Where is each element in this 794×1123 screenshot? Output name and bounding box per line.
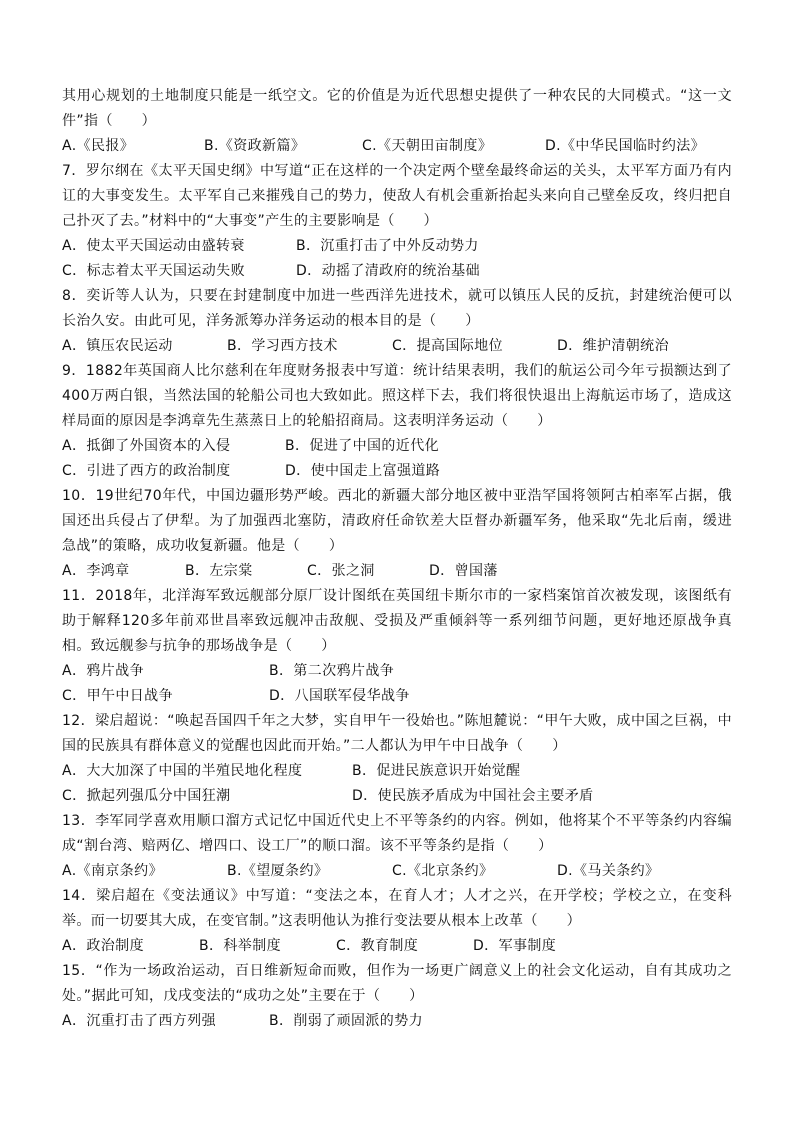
option-d: D．使民族矛盾成为中国社会主要矛盾 bbox=[352, 788, 594, 804]
option-b: B．促进了中国的近代化 bbox=[285, 438, 440, 454]
option-c: C.《天朝田亩制度》 bbox=[362, 138, 493, 154]
question-11-options-row1 bbox=[62, 659, 732, 684]
question-14-stem: 14．梁启超在《变法通议》中写道：“变法之本，在育人才；人才之兴，在开学校；学校之立，在变科举。而一切要其大成，在变官制。”这表明他认为推行变法要从根本上改革（ ） bbox=[62, 888, 732, 929]
option-d: D．使中国走上富强道路 bbox=[285, 463, 441, 479]
option-c: C.《北京条约》 bbox=[392, 863, 494, 879]
option-b: B．科举制度 bbox=[199, 938, 282, 954]
option-d: D．曾国藩 bbox=[429, 563, 498, 579]
question-12-options-row2 bbox=[62, 784, 732, 809]
option-b: B．削弱了顽固派的势力 bbox=[269, 1013, 424, 1029]
question-12-options-row1 bbox=[62, 759, 732, 784]
option-c: C．引进了西方的政治制度 bbox=[62, 463, 231, 479]
option-b: B．沉重打击了中外反动势力 bbox=[296, 238, 479, 254]
question-15-stem: 15．“作为一场政治运动，百日维新短命而败，但作为一场更广阔意义上的社会文化运动，自有其成功之处。”据此可知，戊戌变法的“成功之处”主要在于（ ） bbox=[62, 963, 732, 1004]
question-9-options-row1 bbox=[62, 434, 732, 459]
option-c: C．掀起列强瓜分中国狂潮 bbox=[62, 788, 231, 804]
option-d: D．八国联军侵华战争 bbox=[269, 688, 410, 704]
question-intro-options bbox=[62, 134, 732, 159]
option-b: B.《望厦条约》 bbox=[227, 863, 329, 879]
option-b: B．学习西方技术 bbox=[227, 338, 338, 354]
option-c: C．甲午中日战争 bbox=[62, 688, 173, 704]
question-11-stem: 11．2018年，北洋海军致远舰部分原厂设计图纸在英国纽卡斯尔市的一家档案馆首次被发现，该图纸有助于解释120多年前邓世昌率致远舰冲击敌舰、受损及严重倾斜等一系列细节问题，更好地还原战争真相。致远舰参与抗争的那场战争是（ ） bbox=[62, 588, 732, 654]
option-a: A．大大加深了中国的半殖民地化程度 bbox=[62, 763, 303, 779]
question-10-stem: 10．19世纪70年代，中国边疆形势严峻。西北的新疆大部分地区被中亚浩罕国将领阿古柏率军占据，俄国还出兵侵占了伊犁。为了加强西北塞防，清政府任命钦差大臣督办新疆军务，他采取“先北后南，缓进急战”的策略，成功收复新疆。他是（ ） bbox=[62, 488, 732, 554]
option-a: A．沉重打击了西方列强 bbox=[62, 1013, 216, 1029]
option-a: A．李鸿章 bbox=[62, 563, 130, 579]
question-7-stem: 7．罗尔纲在《太平天国史纲》中写道“正在这样的一个决定两个壁垒最终命运的关头，太平军方面乃有内讧的大事变发生。太平军自己来摧残自己的势力，使敌人有机会重新抬起头来向自己壁垒反攻，终归把自己扑灭了去。”材料中的“大事变”产生的主要影响是（ ） bbox=[62, 163, 732, 229]
question-intro-stem: 其用心规划的土地制度只能是一纸空文。它的价值是为近代思想史提供了一种农民的大同模式。“这一文件”指（ ） bbox=[62, 88, 732, 129]
option-a: A．镇压农民运动 bbox=[62, 338, 173, 354]
question-11-options-row2 bbox=[62, 684, 732, 709]
option-c: C．教育制度 bbox=[336, 938, 419, 954]
question-12-stem: 12．梁启超说：“唤起吾国四千年之大梦，实自甲午一役始也。”陈旭麓说：“甲午大败，成中国之巨祸，中国的民族具有群体意义的觉醒也因此而开始。”二人都认为甲午中日战争（ ） bbox=[62, 713, 732, 754]
option-c: C．标志着太平天国运动失败 bbox=[62, 263, 245, 279]
option-a: A.《民报》 bbox=[62, 138, 135, 154]
question-14-options bbox=[62, 934, 732, 959]
option-b: B．促进民族意识开始觉醒 bbox=[352, 763, 521, 779]
option-c: C．提高国际地位 bbox=[392, 338, 503, 354]
option-d: D．维护清朝统治 bbox=[557, 338, 669, 354]
option-b: B．左宗棠 bbox=[185, 563, 253, 579]
option-d: D．军事制度 bbox=[473, 938, 557, 954]
question-7-options-row2 bbox=[62, 259, 732, 284]
option-b: B.《资政新篇》 bbox=[204, 138, 306, 154]
option-d: D.《马关条约》 bbox=[557, 863, 660, 879]
option-b: B．第二次鸦片战争 bbox=[269, 663, 395, 679]
question-7-options-row1 bbox=[62, 234, 732, 259]
option-d: D．动摇了清政府的统治基础 bbox=[296, 263, 480, 279]
option-a: A.《南京条约》 bbox=[62, 863, 163, 879]
option-c: C．张之洞 bbox=[307, 563, 375, 579]
option-a: A．政治制度 bbox=[62, 938, 144, 954]
question-15-options-row1 bbox=[62, 1009, 732, 1034]
question-13-options bbox=[62, 859, 732, 884]
question-8-stem: 8．奕䜣等人认为，只要在封建制度中加进一些西洋先进技术，就可以镇压人民的反抗，封建统治便可以长治久安。由此可见，洋务派筹办洋务运动的根本目的是（ ） bbox=[62, 288, 732, 329]
question-10-options bbox=[62, 559, 732, 584]
question-9-options-row2 bbox=[62, 459, 732, 484]
option-d: D.《中华民国临时约法》 bbox=[545, 138, 706, 154]
question-8-options bbox=[62, 334, 732, 359]
option-a: A．鸦片战争 bbox=[62, 663, 144, 679]
question-13-stem: 13．李军同学喜欢用顺口溜方式记忆中国近代史上不平等条约的内容。例如，他将某个不平等条约内容编成“割台湾、赔两亿、增四口、设工厂”的顺口溜。该不平等条约是指（ ） bbox=[62, 813, 732, 854]
option-a: A．使太平天国运动由盛转衰 bbox=[62, 238, 245, 254]
question-9-stem: 9．1882年英国商人比尔慈利在年度财务报表中写道：统计结果表明，我们的航运公司今年亏损额达到了400万两白银，当然法国的轮船公司也大致如此。照这样下去，我们将很快退出上海航运市场了，造成这样局面的原因是李鸿章先生蒸蒸日上的轮船招商局。这表明洋务运动（ ） bbox=[62, 363, 732, 429]
option-a: A．抵御了外国资本的入侵 bbox=[62, 438, 231, 454]
